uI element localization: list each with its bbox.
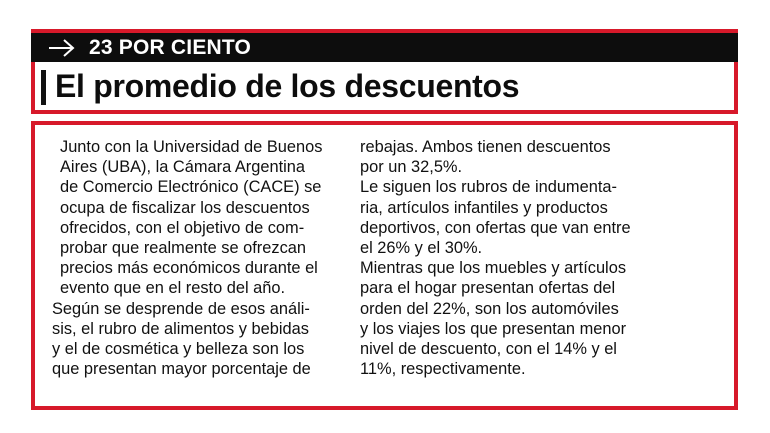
text-line: ofrecidos, con el objetivo de com- xyxy=(60,218,305,237)
text-line: Según se desprende de esos análi- xyxy=(52,299,310,318)
text-line: el 26% y el 30%. xyxy=(360,239,483,258)
header-bar xyxy=(31,29,738,62)
text-line: y los viajes los que presentan menor xyxy=(360,319,627,338)
text-line: ria, artículos infantiles y productos xyxy=(360,198,608,217)
text-line: rebajas. Ambos tienen descuentos xyxy=(360,138,611,156)
text-line: probar que realmente se ofrezcan xyxy=(60,239,307,258)
text-line: que presentan mayor porcentaje de xyxy=(52,360,311,379)
left-column xyxy=(52,137,352,379)
text-line: evento que en el resto del año. xyxy=(60,279,286,298)
text-line: Junto con la Universidad de Buenos xyxy=(60,138,323,156)
text-line: ocupa de fiscalizar los descuentos xyxy=(60,198,310,217)
text-line: por un 32,5%. xyxy=(360,158,463,177)
text-line: orden del 22%, son los automóviles xyxy=(360,299,619,318)
kicker-label: 23 POR CIENTO xyxy=(89,36,252,59)
arrow-right-icon xyxy=(47,37,77,59)
text-line: nivel de descuento, con el 14% y el xyxy=(360,340,617,359)
text-line: y el de cosmética y belleza son los xyxy=(52,340,305,359)
text-line: deportivos, con ofertas que van entre xyxy=(360,218,631,237)
title-box xyxy=(31,62,738,114)
text-line: de Comercio Electrónico (CACE) se xyxy=(60,178,322,197)
text-line: precios más económicos durante el xyxy=(60,259,318,278)
text-line: Aires (UBA), la Cámara Argentina xyxy=(60,158,306,177)
right-column xyxy=(360,137,660,379)
text-line: Le siguen los rubros de indumenta- xyxy=(360,178,617,197)
page-title: El promedio de los descuentos xyxy=(55,68,520,104)
text-line: 11%, respectivamente. xyxy=(360,360,526,379)
title-accent-bar xyxy=(41,70,46,105)
text-line: para el hogar presentan ofertas del xyxy=(360,279,616,298)
text-line: sis, el rubro de alimentos y bebidas xyxy=(52,319,309,338)
article-body xyxy=(31,121,738,410)
text-line: Mientras que los muebles y artículos xyxy=(360,259,627,278)
